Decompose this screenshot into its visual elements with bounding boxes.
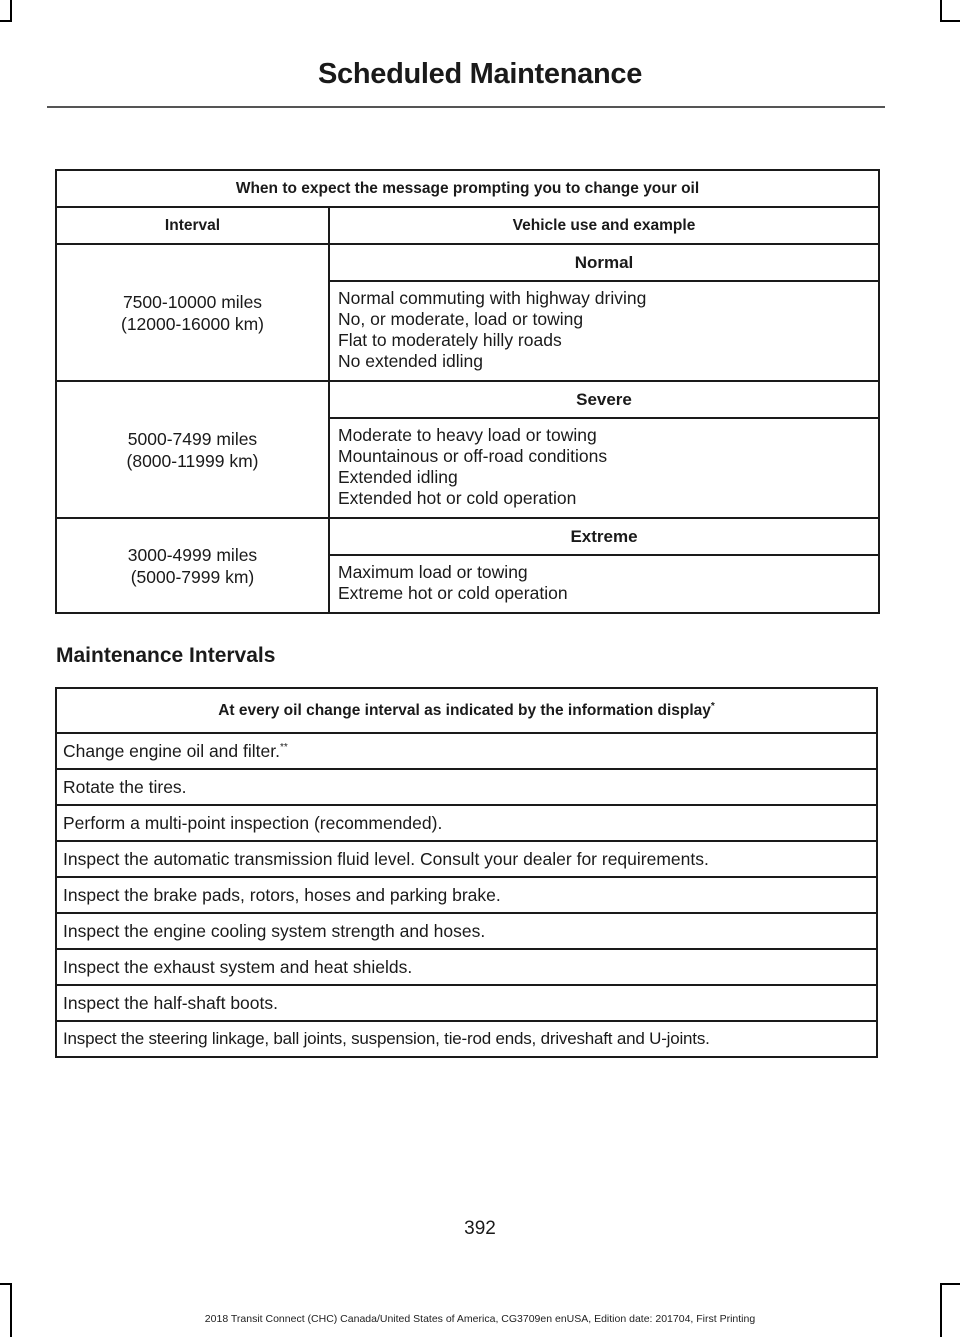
table-row [56,913,877,949]
maintenance-item [56,733,877,769]
table-row [56,877,877,913]
maintenance-item-text: Inspect the engine cooling system strength and hoses. [63,920,486,941]
interval-miles: 3000-4999 miles [127,544,258,565]
interval-miles: 7500-10000 miles [122,291,263,312]
maintenance-item-text: Inspect the automatic transmission fluid level. Consult your dealer for requirements. [63,848,709,869]
usage-category: Normal [329,244,879,281]
usage-example: No, or moderate, load or towing [338,309,584,329]
table-row [56,949,877,985]
footnote-mark: * [710,700,715,712]
maintenance-item [56,949,877,985]
usage-example: Extended hot or cold operation [338,488,577,508]
interval-cell [56,518,329,613]
column-header-interval: Interval [56,207,329,244]
usage-example: Flat to moderately hilly roads [338,330,562,350]
usage-example: No extended idling [338,351,483,371]
table-row [56,244,879,281]
usage-example: Maximum load or towing [338,562,528,582]
usage-examples [329,555,879,613]
crop-mark [10,1283,12,1337]
table-row [56,985,877,1021]
usage-category: Extreme [329,518,879,555]
maintenance-item [56,841,877,877]
section-heading: Maintenance Intervals [56,644,276,667]
table-row [56,1021,877,1057]
interval-cell [56,381,329,518]
maintenance-item [56,913,877,949]
maintenance-item [56,805,877,841]
crop-mark [10,0,12,20]
table-row [56,381,879,418]
table-row [56,841,877,877]
maintenance-item-text: Inspect the brake pads, rotors, hoses and parking brake. [63,884,501,905]
maintenance-item-text: Rotate the tires. [63,776,187,797]
interval-km: (12000-16000 km) [121,313,264,334]
interval-km: (8000-11999 km) [126,450,259,471]
oil-change-table [55,169,880,614]
crop-mark [940,1283,942,1337]
maintenance-item-text: Inspect the steering linkage, ball joints, suspension, tie-rod ends, driveshaft and U-joints. [63,1029,710,1048]
maintenance-item-text: Perform a multi-point inspection (recommended). [63,812,443,833]
maintenance-item [56,985,877,1021]
edition-footer: 2018 Transit Connect (CHC) Canada/United States of America, CG3709en enUSA, Edition date: 201704, First Printing [204,1313,756,1325]
footnote-mark: ** [279,741,288,753]
maintenance-item-text: Change engine oil and filter. [63,740,280,761]
maintenance-item [56,1021,877,1057]
usage-examples [329,281,879,381]
crop-mark [940,1283,960,1285]
usage-example: Extended idling [338,467,458,487]
table-row [56,805,877,841]
table-row [56,518,879,555]
maintenance-item [56,877,877,913]
usage-example: Normal commuting with highway driving [338,288,647,308]
crop-mark [940,20,960,22]
interval-km: (5000-7999 km) [130,566,255,587]
oil-table-title: When to expect the message prompting you to change your oil [56,170,879,207]
usage-examples [329,418,879,518]
maintenance-item [56,769,877,805]
table-row [56,733,877,769]
maint-table-title [56,688,877,733]
crop-mark [0,1283,12,1285]
maint-table-title-text: At every oil change interval as indicated by the information display [218,701,711,719]
column-header-vehicle-use: Vehicle use and example [329,207,879,244]
interval-cell [56,244,329,381]
crop-mark [0,20,12,22]
page-number: 392 [464,1218,496,1239]
maintenance-item-text: Inspect the exhaust system and heat shields. [63,956,413,977]
table-row [56,769,877,805]
page-title: Scheduled Maintenance [317,58,643,90]
maintenance-intervals-table [55,687,878,1058]
crop-mark [940,0,942,20]
header-divider [47,106,885,108]
usage-example: Moderate to heavy load or towing [338,425,597,445]
usage-category: Severe [329,381,879,418]
interval-miles: 5000-7499 miles [127,428,258,449]
usage-example: Extreme hot or cold operation [338,583,568,603]
usage-example: Mountainous or off-road conditions [338,446,608,466]
maintenance-item-text: Inspect the half-shaft boots. [63,992,278,1013]
